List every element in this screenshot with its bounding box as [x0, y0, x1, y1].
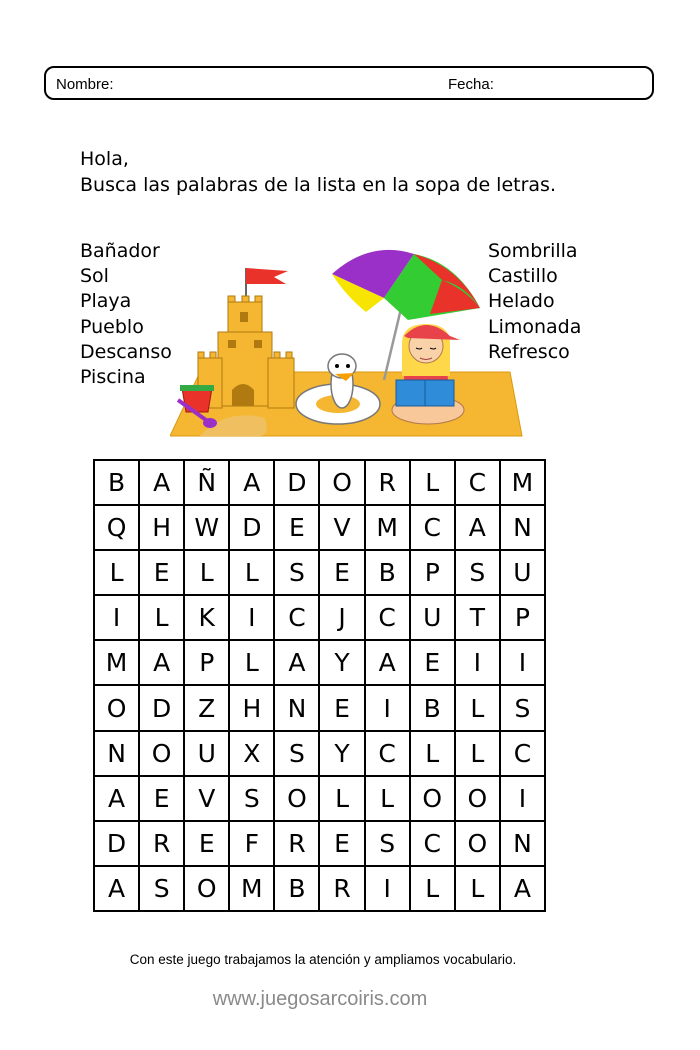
grid-cell[interactable]: E	[319, 550, 364, 595]
grid-cell[interactable]: R	[319, 866, 364, 911]
grid-cell[interactable]: O	[455, 776, 500, 821]
grid-cell[interactable]: A	[229, 460, 274, 505]
grid-cell[interactable]: S	[500, 685, 545, 730]
seagull-float-icon	[296, 354, 380, 424]
grid-cell[interactable]: J	[319, 595, 364, 640]
grid-cell[interactable]: O	[410, 776, 455, 821]
grid-cell[interactable]: A	[94, 776, 139, 821]
grid-cell[interactable]: Q	[94, 505, 139, 550]
grid-cell[interactable]: R	[365, 460, 410, 505]
grid-cell[interactable]: B	[365, 550, 410, 595]
grid-cell[interactable]: I	[365, 685, 410, 730]
grid-cell[interactable]: E	[319, 821, 364, 866]
beach-illustration	[170, 240, 530, 450]
grid-cell[interactable]: X	[229, 731, 274, 776]
word-search-grid	[93, 459, 546, 912]
grid-cell[interactable]: Ñ	[184, 460, 229, 505]
grid-cell[interactable]: A	[455, 505, 500, 550]
grid-cell[interactable]: B	[274, 866, 319, 911]
grid-cell[interactable]: A	[139, 640, 184, 685]
grid-cell[interactable]: Y	[319, 731, 364, 776]
grid-cell[interactable]: L	[139, 595, 184, 640]
grid-cell[interactable]: L	[229, 640, 274, 685]
grid-cell[interactable]: V	[184, 776, 229, 821]
grid-cell[interactable]: A	[274, 640, 319, 685]
grid-cell[interactable]: E	[139, 550, 184, 595]
grid-cell[interactable]: S	[139, 866, 184, 911]
grid-cell[interactable]: S	[365, 821, 410, 866]
word-item: Helado	[488, 290, 555, 313]
greeting: Hola,	[80, 148, 129, 170]
grid-cell[interactable]: L	[410, 731, 455, 776]
grid-cell[interactable]: N	[500, 821, 545, 866]
grid-cell[interactable]: M	[500, 460, 545, 505]
instruction: Busca las palabras de la lista en la sopa de letras.	[80, 174, 556, 196]
word-item: Pueblo	[80, 315, 144, 338]
grid-cell[interactable]: I	[455, 640, 500, 685]
grid-cell[interactable]: Y	[319, 640, 364, 685]
word-item: Piscina	[80, 366, 146, 389]
grid-cell[interactable]: L	[94, 550, 139, 595]
grid-cell[interactable]: C	[365, 595, 410, 640]
grid-cell[interactable]: H	[139, 505, 184, 550]
grid-cell[interactable]: O	[274, 776, 319, 821]
grid-cell[interactable]: S	[274, 731, 319, 776]
grid-cell[interactable]: K	[184, 595, 229, 640]
website-link[interactable]: www.juegosarcoiris.com	[212, 988, 428, 1010]
grid-cell[interactable]: V	[319, 505, 364, 550]
grid-cell[interactable]: L	[410, 460, 455, 505]
grid-cell[interactable]: E	[139, 776, 184, 821]
flag-icon	[246, 268, 288, 284]
bucket-icon	[180, 385, 214, 412]
grid-cell[interactable]: L	[410, 866, 455, 911]
grid-cell[interactable]: P	[184, 640, 229, 685]
grid-cell[interactable]: C	[365, 731, 410, 776]
grid-cell[interactable]: R	[274, 821, 319, 866]
grid-cell[interactable]: M	[365, 505, 410, 550]
grid-cell[interactable]: S	[229, 776, 274, 821]
grid-cell[interactable]: D	[94, 821, 139, 866]
grid-cell[interactable]: A	[365, 640, 410, 685]
grid-cell[interactable]: U	[410, 595, 455, 640]
grid-cell[interactable]: C	[410, 821, 455, 866]
grid-cell[interactable]: S	[274, 550, 319, 595]
grid-cell[interactable]: L	[455, 731, 500, 776]
grid-cell[interactable]: E	[274, 505, 319, 550]
word-item: Bañador	[80, 240, 160, 262]
footer-note: Con este juego trabajamos la atención y ampliamos vocabulario.	[129, 952, 517, 967]
grid-cell[interactable]: D	[139, 685, 184, 730]
grid-cell[interactable]: N	[500, 505, 545, 550]
grid-cell[interactable]: I	[365, 866, 410, 911]
grid-cell[interactable]: E	[319, 685, 364, 730]
word-item: Refresco	[488, 340, 570, 363]
grid-cell[interactable]: C	[410, 505, 455, 550]
grid-cell[interactable]: A	[94, 866, 139, 911]
grid-cell[interactable]: C	[455, 460, 500, 505]
grid-cell[interactable]: I	[229, 595, 274, 640]
word-item: Castillo	[488, 265, 558, 288]
grid-cell[interactable]: U	[500, 550, 545, 595]
grid-cell[interactable]: D	[229, 505, 274, 550]
grid-cell[interactable]: E	[410, 640, 455, 685]
grid-cell[interactable]: Z	[184, 685, 229, 730]
grid-cell[interactable]: B	[94, 460, 139, 505]
grid-cell[interactable]: C	[500, 731, 545, 776]
word-item: Limonada	[488, 315, 582, 338]
grid-cell[interactable]: I	[500, 776, 545, 821]
grid-cell[interactable]: S	[455, 550, 500, 595]
grid-cell[interactable]: L	[184, 550, 229, 595]
word-item: Sol	[80, 265, 109, 288]
grid-cell[interactable]: F	[229, 821, 274, 866]
date-label: Fecha:	[448, 76, 494, 93]
header-box	[44, 66, 654, 100]
grid-cell[interactable]: P	[500, 595, 545, 640]
grid-cell[interactable]: D	[274, 460, 319, 505]
grid-cell[interactable]: L	[229, 550, 274, 595]
name-label: Nombre:	[56, 76, 114, 93]
grid-cell[interactable]: I	[500, 640, 545, 685]
grid-cell[interactable]: L	[365, 776, 410, 821]
word-item: Sombrilla	[488, 240, 578, 262]
word-item: Descanso	[80, 340, 172, 363]
grid-cell[interactable]: A	[500, 866, 545, 911]
grid-cell[interactable]: A	[139, 460, 184, 505]
grid-cell[interactable]: L	[455, 866, 500, 911]
grid-cell[interactable]: O	[184, 866, 229, 911]
grid-cell[interactable]: U	[184, 731, 229, 776]
grid-cell[interactable]: O	[139, 731, 184, 776]
grid-cell[interactable]: N	[274, 685, 319, 730]
grid-cell[interactable]: T	[455, 595, 500, 640]
grid-cell[interactable]: M	[94, 640, 139, 685]
grid-cell[interactable]: H	[229, 685, 274, 730]
grid-cell[interactable]: B	[410, 685, 455, 730]
grid-cell[interactable]: P	[410, 550, 455, 595]
grid-cell[interactable]: W	[184, 505, 229, 550]
grid-cell[interactable]: M	[229, 866, 274, 911]
word-item: Playa	[80, 290, 132, 313]
grid-cell[interactable]: O	[319, 460, 364, 505]
word-list-left	[80, 239, 172, 390]
grid-cell[interactable]: N	[94, 731, 139, 776]
grid-cell[interactable]: I	[94, 595, 139, 640]
grid-cell[interactable]: L	[455, 685, 500, 730]
grid-cell[interactable]: R	[139, 821, 184, 866]
grid-cell[interactable]: O	[94, 685, 139, 730]
grid-cell[interactable]: C	[274, 595, 319, 640]
grid-cell[interactable]: O	[455, 821, 500, 866]
grid-cell[interactable]: L	[319, 776, 364, 821]
grid-cell[interactable]: E	[184, 821, 229, 866]
